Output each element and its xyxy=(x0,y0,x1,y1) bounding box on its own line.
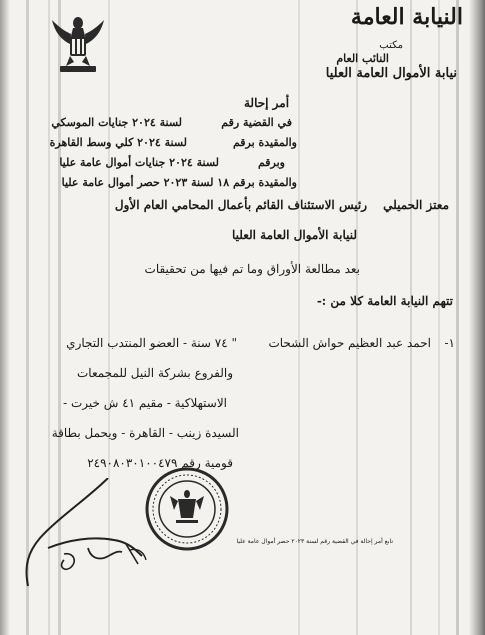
scan-streak xyxy=(438,0,440,635)
accused-name: احمد عبد العظيم حواش الشحات xyxy=(268,336,431,350)
scan-shadow-right xyxy=(469,0,485,635)
footer-note: تابع أمر إحالة في القضية رقم لسنة ٢٠٢٣ حصر أموال عامة عليا xyxy=(236,538,393,545)
accused-detail-line: والفروع بشركة النيل للمجمعات xyxy=(77,366,233,380)
case-line-value: لسنة ٢٠٢٤ كلي وسط القاهرة xyxy=(49,136,187,149)
accused-detail-line: قومية رقم ٢٤٩٠٨٠٣٠١٠٠٤٧٩ xyxy=(87,456,233,470)
case-heading: أمر إحالة xyxy=(244,96,290,110)
official-name: معتز الحميلي xyxy=(383,198,449,212)
case-line-label: في القضية رقم xyxy=(221,116,292,129)
office-subtitle: النائب العام xyxy=(336,52,389,65)
accused-detail-line: " ٧٤ سنة - العضو المنتدب التجاري xyxy=(66,336,237,350)
case-line-value: لسنة ٢٠٢٤ جنايات أموال عامة عليا xyxy=(59,156,219,169)
office-department: نيابة الأموال العامة العليا xyxy=(325,66,457,81)
accused-detail-line: الاستهلاكية - مقيم ٤١ ش خيرت - xyxy=(63,396,227,410)
scan-streak xyxy=(410,0,412,635)
case-line: والمقيدة برقم ١٨ لسنة ٢٠٢٣ حصر أموال عامة عليا xyxy=(61,176,297,189)
office-title: النيابة العامة xyxy=(350,4,463,30)
case-line-label: والمقيدة برقم xyxy=(232,136,297,149)
accusation-intro: تتهم النيابة العامة كلا من :- xyxy=(316,294,453,308)
preamble: بعد مطالعة الأوراق وما تم فيها من تحقيقات xyxy=(144,262,360,276)
item-number: ١- xyxy=(444,336,455,350)
accused-detail-line: السيدة زينب - القاهرة - ويحمل بطاقة xyxy=(51,426,239,440)
official-title: رئيس الاستئناف القائم بأعمال المحامي العام الأول xyxy=(114,198,367,212)
egypt-eagle-emblem-icon xyxy=(50,14,106,76)
case-line-value: لسنة ٢٠٢٤ جنايات الموسكي xyxy=(51,116,182,129)
scan-shadow-left xyxy=(0,0,10,635)
official-office: لنيابة الأموال العامة العليا xyxy=(231,228,357,242)
handwritten-signature xyxy=(18,478,158,593)
case-line-label: وبرقم xyxy=(257,156,285,169)
scan-streak xyxy=(456,0,459,635)
office-subtitle: مكتب xyxy=(379,40,403,51)
